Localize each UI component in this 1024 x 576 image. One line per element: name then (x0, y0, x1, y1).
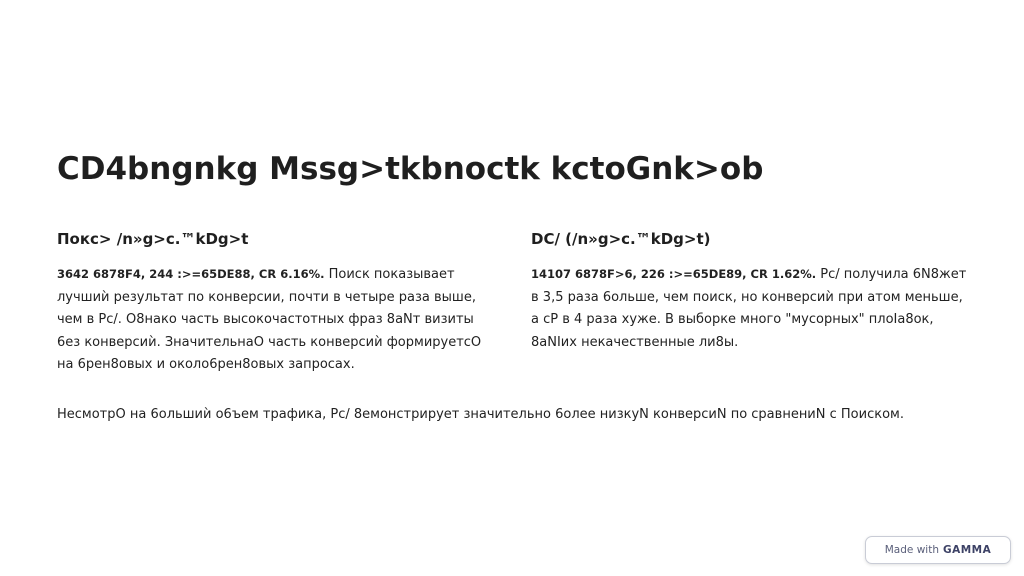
column-text: Pc/ получила 6N8жет в 3,5 раза 6ольше, чем поиск, но конверсиѝ при атом меньше, а cP в 4 раза хуже. В выборке много "мусорных" плоIa8ок, 8aNIих некачественные ли8ы. (531, 267, 967, 350)
made-with-gamma-badge[interactable] (865, 536, 1011, 564)
column-body (531, 263, 971, 354)
column-body (57, 263, 497, 377)
column-search (57, 229, 497, 377)
summary-paragraph: НесмотрО на 6ольшиѝ о6ъем трафика, Pc/ 8емонстрирует значительно 6олее низкуN конверсиN по сравнениN с Поиском. (57, 407, 904, 422)
column-heading: Покс> /n»g>c.™kDg>t (57, 230, 249, 248)
column-text: Поиск показывает лучшиѝ результат по конверсии, почти в четыре раза выше, чем в Pc/. О8нако часть высокочастотных фраз 8aNт визиты 6ез конверсиѝ. ЗначительнаО часть конверсиѝ формируетсО на 6рен8овых и около6рен8овых запросах. (57, 267, 482, 373)
badge-prefix: Made with (884, 544, 939, 556)
column-network (531, 229, 971, 354)
page-title: CD4bngnkg Mssg>tkbnoctk kctoGnk>ob (57, 151, 764, 187)
gamma-logo: GAMMA (942, 544, 992, 556)
column-lead-stats: 14107 6878F>6, 226 :>=65DE89, CR 1.62%. (531, 267, 817, 281)
column-lead-stats: 3642 6878F4, 244 :>=65DE88, CR 6.16%. (57, 267, 325, 281)
column-heading: DC/ (/n»g>c.™kDg>t) (531, 230, 711, 248)
